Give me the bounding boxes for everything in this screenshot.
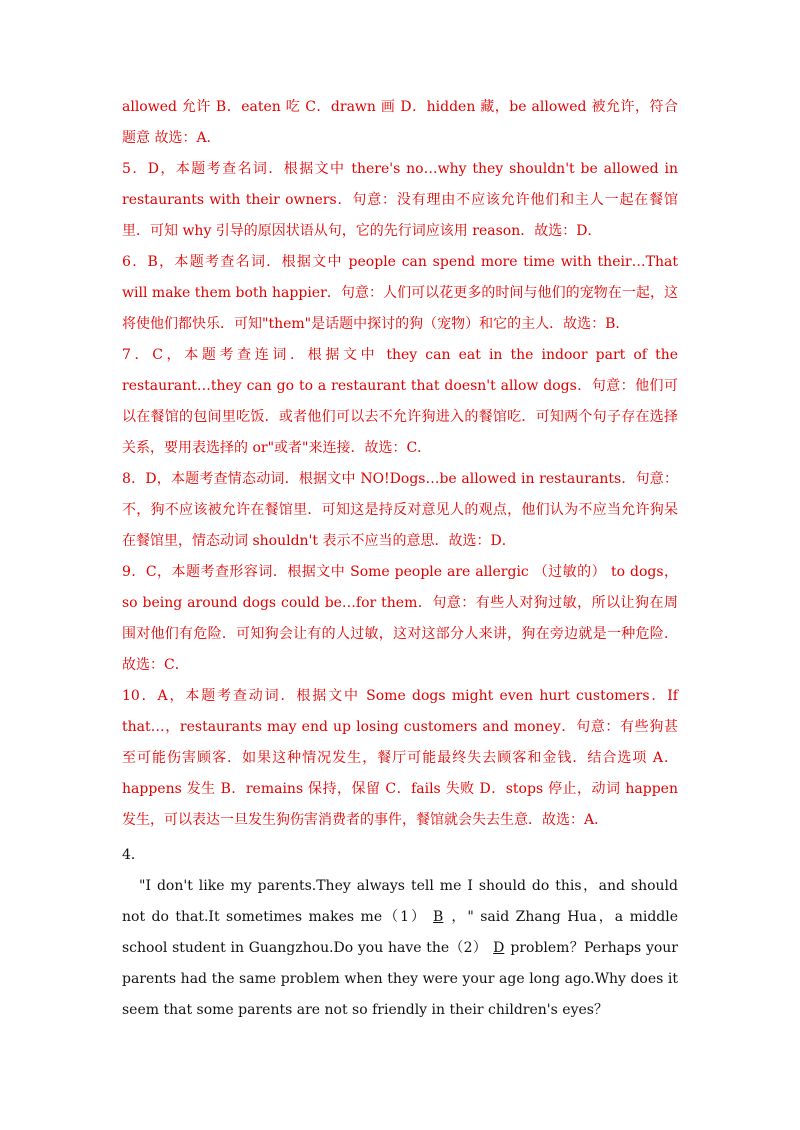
passage-part-3: problem？Perhaps your parents had the same problem when they were your age long ago.Why does it seem that some parents are not so friendly in their children's eyes？	[122, 940, 679, 1018]
answer-item-8: 8．D，本题考查情态动词．根据文中 NO!Dogs…be allowed in restaurants．句意：不，狗不应该被允许在餐馆里．可知这是持反对意见人的观点，他们认为不应当允许狗呆在餐馆里，情态动词 shouldn't 表示不应当的意思．故选：D．	[122, 471, 678, 549]
answer-list	[122, 154, 678, 836]
passage-part-1: "I don't like my parents.They always tell me I should do this，and should not do that.It sometimes makes me（1）	[122, 878, 678, 925]
answer-item-7: 7．C，本题考查连词．根据文中 they can eat in the indoor part of the restaurant…they can go to a restaurant that doesn't allow dogs．句意：他们可以在餐馆的包间里吃饭．或者他们可以去不允许狗进入的餐馆吃．可知两个句子存在选择关系，要用表选择的 or"或者"来连接．故选：C．	[122, 347, 678, 456]
answer-blank-2: D	[493, 940, 505, 956]
answer-blank-1: B	[433, 909, 444, 925]
question-passage	[122, 871, 678, 1026]
question-number: 4．	[122, 847, 145, 863]
answer-continuation: allowed 允许 B．eaten 吃 C．drawn 画 D．hidden 藏，be allowed 被允许，符合题意 故选：A．	[122, 99, 678, 146]
passage-part-2: ，" said Zhang Hua，a middle school student in Guangzhou.Do you have the（2）	[122, 909, 679, 956]
answer-item-6: 6．B，本题考查名词．根据文中 people can spend more time with their…That will make them both happier．句意：人们可以花更多的时间与他们的宠物在一起，这将使他们都快乐．可知"them"是话题中探讨的狗（宠物）和它的主人．故选：B．	[122, 254, 678, 332]
answer-item-5: 5．D，本题考查名词．根据文中 there's no…why they shouldn't be allowed in restaurants with their owners．句意：没有理由不应该允许他们和主人一起在餐馆里．可知 why 引导的原因状语从句，它的先行词应该用 reason．故选：D．	[122, 161, 678, 239]
answer-item-9: 9．C，本题考查形容词．根据文中 Some people are allergic （过敏的） to dogs，so being around dogs could be…for them．句意：有些人对狗过敏，所以让狗在周围对他们有危险．可知狗会让有的人过敏，这对这部分人来讲，狗在旁边就是一种危险．故选：C．	[122, 564, 678, 673]
answer-item-10: 10．A，本题考查动词．根据文中 Some dogs might even hurt customers．If that…，restaurants may end up losing customers and money．句意：有些狗甚至可能伤害顾客．如果这种情况发生，餐厅可能最终失去顾客和金钱．结合选项 A．happens 发生 B．remains 保持，保留 C．fails 失败 D．stops 停止，动词 happen 发生，可以表达一旦发生狗伤害消费者的事件，餐馆就会失去生意．故选：A．	[122, 688, 678, 828]
